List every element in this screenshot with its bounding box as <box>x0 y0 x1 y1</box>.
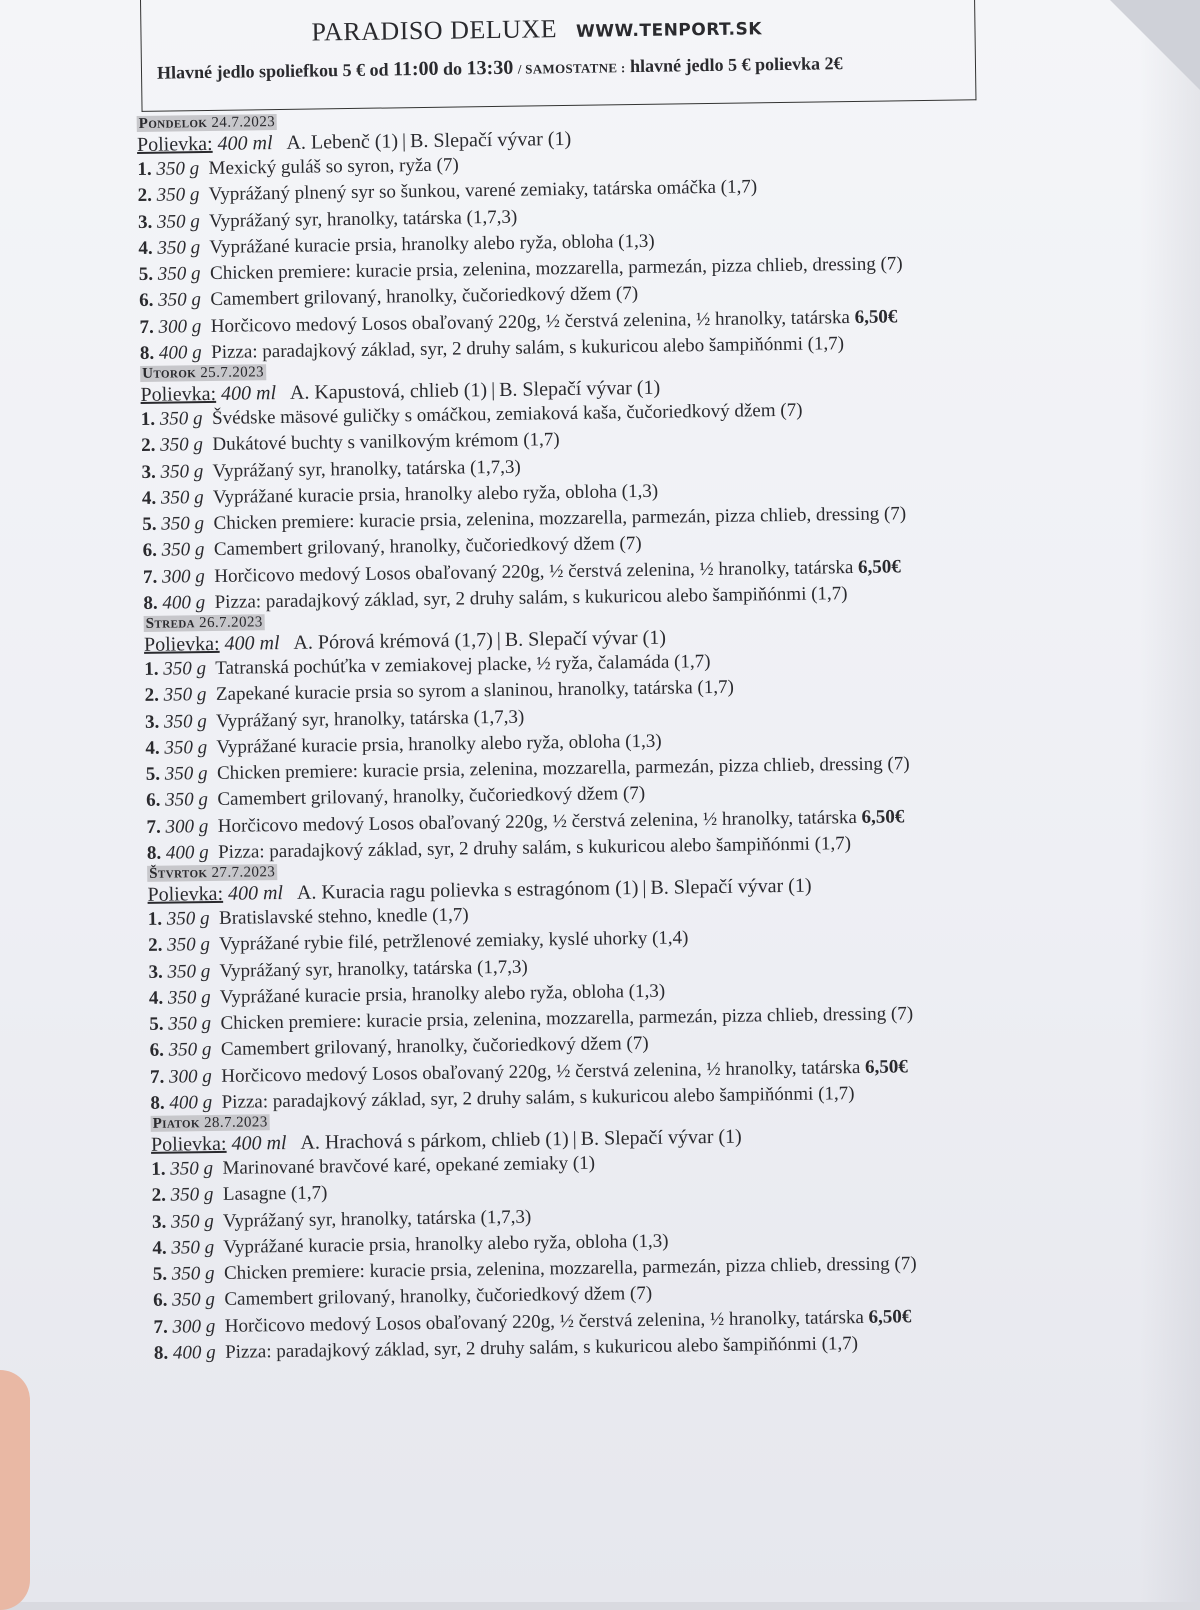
item-weight: 350 g <box>156 158 199 180</box>
item-number: 8. <box>143 593 158 614</box>
item-weight: 350 g <box>158 263 201 285</box>
item-number: 6. <box>139 290 154 311</box>
weekly-days <box>137 101 1154 1365</box>
item-description: Bratislavské stehno, knedle (1,7) <box>219 904 469 928</box>
item-weight: 350 g <box>161 487 204 509</box>
item-description: Vyprážaný syr, hranolky, tatárska (1,7,3) <box>209 206 518 231</box>
item-description: Vyprážané kuracie prsia, hranolky alebo ryža, obloha (1,3) <box>220 981 666 1008</box>
day-label <box>147 864 277 882</box>
item-weight: 300 g <box>165 816 208 838</box>
item-number: 7. <box>139 317 154 338</box>
soup-option-a: A. Lebenč (1) <box>286 130 398 154</box>
item-number: 2. <box>138 185 153 206</box>
item-description: Pizza: paradajkový základ, syr, 2 druhy salám, s kukuricou alebo šampiňónmi (1,7) <box>225 1333 858 1363</box>
item-number: 8. <box>140 343 155 364</box>
item-weight: 350 g <box>170 1158 213 1180</box>
item-weight: 350 g <box>167 961 210 983</box>
item-price: 6,50€ <box>854 306 897 328</box>
item-description: Chicken premiere: kuracie prsia, zelenina, mozzarella, parmezán, pizza chlieb, dressing (7) <box>224 1253 917 1284</box>
item-number: 5. <box>149 1014 164 1035</box>
item-number: 6. <box>150 1040 165 1061</box>
item-weight: 350 g <box>157 211 200 233</box>
item-description: Camembert grilovaný, hranolky, čučoriedkový džem (7) <box>217 783 645 810</box>
item-number: 4. <box>138 238 153 259</box>
item-description: Camembert grilovaný, hranolky, čučoriedkový džem (7) <box>224 1283 652 1310</box>
item-weight: 350 g <box>171 1237 214 1259</box>
item-description: Camembert grilovaný, hranolky, čučoriedkový džem (7) <box>221 1033 649 1060</box>
item-description: Pizza: paradajkový základ, syr, 2 druhy salám, s kukuricou alebo šampiňónmi (1,7) <box>222 1083 855 1113</box>
item-description: Vyprážané kuracie prsia, hranolky alebo ryža, obloha (1,3) <box>209 231 655 258</box>
item-weight: 400 g <box>166 842 209 864</box>
item-description: Chicken premiere: kuracie prsia, zelenina, mozzarella, parmezán, pizza chlieb, dressing (7) <box>213 503 906 534</box>
item-number: 1. <box>137 159 152 180</box>
item-weight: 350 g <box>172 1289 215 1311</box>
item-weight: 350 g <box>168 987 211 1009</box>
item-description: Chicken premiere: kuracie prsia, zelenina, mozzarella, parmezán, pizza chlieb, dressing (7) <box>210 253 903 284</box>
item-weight: 350 g <box>164 711 207 733</box>
item-description: Pizza: paradajkový základ, syr, 2 druhy salám, s kukuricou alebo šampiňónmi (1,7) <box>215 583 848 613</box>
item-price: 6,50€ <box>861 806 904 828</box>
item-weight: 350 g <box>157 184 200 206</box>
day-section <box>144 601 1147 865</box>
item-description: Horčicovo medový Losos obaľovaný 220g, ½ čerstvá zelenina, ½ hranolky, tatárska <box>211 307 850 337</box>
item-weight: 350 g <box>165 790 208 812</box>
separate-prices: hlavné jedlo 5 € polievka 2€ <box>630 53 843 76</box>
day-of-week: Štvrtok <box>149 865 207 882</box>
item-description: Lasagne (1,7) <box>223 1183 328 1205</box>
soup-option-b: B. Slepačí vývar (1) <box>581 1126 742 1150</box>
item-description: Švédske mäsové guličky s omáčkou, zemiaková kaša, čučoriedkový džem (7) <box>212 400 803 429</box>
item-weight: 350 g <box>162 540 205 562</box>
item-weight: 350 g <box>167 934 210 956</box>
item-number: 4. <box>142 488 157 509</box>
item-weight: 350 g <box>169 1040 212 1062</box>
soup-option-a: A. Pórová krémová (1,7) <box>293 629 493 654</box>
item-number: 7. <box>143 567 158 588</box>
item-number: 2. <box>141 435 156 456</box>
item-number: 2. <box>148 935 163 956</box>
day-date: 28.7.2023 <box>204 1114 268 1131</box>
item-number: 7. <box>146 817 161 838</box>
item-number: 5. <box>153 1264 168 1285</box>
item-number: 4. <box>149 988 164 1009</box>
item-weight: 350 g <box>167 908 210 930</box>
item-description: Pizza: paradajkový základ, syr, 2 druhy salám, s kukuricou alebo šampiňónmi (1,7) <box>218 833 851 863</box>
item-weight: 350 g <box>168 1013 211 1035</box>
soup-option-a: A. Kuracia ragu polievka s estragónom (1) <box>297 877 639 904</box>
item-number: 8. <box>154 1343 169 1364</box>
item-number: 3. <box>148 961 163 982</box>
soup-quantity: 400 ml <box>217 132 272 155</box>
item-description: Vyprážaný syr, hranolky, tatárska (1,7,3) <box>223 1206 532 1231</box>
item-description: Horčicovo medový Losos obaľovaný 220g, ½ čerstvá zelenina, ½ hranolky, tatárska <box>214 557 853 587</box>
soup-label: Polievka: <box>144 633 220 656</box>
item-description: Camembert grilovaný, hranolky, čučoriedkový džem (7) <box>210 283 638 310</box>
day-section <box>137 101 1140 365</box>
item-weight: 350 g <box>172 1263 215 1285</box>
item-description: Tatranská pochúťka v zemiakovej placke, ½ ryža, čalamáda (1,7) <box>215 651 711 679</box>
item-weight: 350 g <box>163 658 206 680</box>
soup-separator: | <box>572 1128 576 1150</box>
time-from: 11:00 <box>393 58 439 81</box>
item-description: Vyprážaný syr, hranolky, tatárska (1,7,3) <box>219 956 528 981</box>
item-weight: 400 g <box>169 1092 212 1114</box>
item-number: 3. <box>152 1211 167 1232</box>
item-number: 7. <box>150 1066 165 1087</box>
item-number: 1. <box>141 409 156 430</box>
day-of-week: Utorok <box>142 365 196 382</box>
item-description: Marinované bravčové karé, opekané zemiaky (1) <box>222 1153 595 1179</box>
item-weight: 350 g <box>160 461 203 483</box>
soup-option-a: A. Kapustová, chlieb (1) <box>290 379 487 404</box>
item-weight: 350 g <box>171 1211 214 1233</box>
soup-option-b: B. Slepačí vývar (1) <box>499 377 660 401</box>
hours-mid: do <box>443 58 462 78</box>
soup-label: Polievka: <box>140 383 216 406</box>
day-label <box>144 614 265 632</box>
item-description: Vyprážané kuracie prsia, hranolky alebo ryža, obloha (1,3) <box>213 481 659 508</box>
item-number: 3. <box>138 211 153 232</box>
item-number: 6. <box>143 540 158 561</box>
day-date: 25.7.2023 <box>200 364 264 381</box>
soup-label: Polievka: <box>151 1133 227 1156</box>
day-label <box>151 1114 270 1132</box>
restaurant-name: PARADISO DELUXE <box>311 14 557 46</box>
soup-separator: | <box>497 629 501 651</box>
day-of-week: Streda <box>146 615 195 632</box>
item-description: Vyprážané kuracie prsia, hranolky alebo ryža, obloha (1,3) <box>223 1231 669 1258</box>
item-weight: 350 g <box>171 1184 214 1206</box>
website-url: WWW.TENPORT.SK <box>576 19 762 42</box>
item-description: Camembert grilovaný, hranolky, čučoriedkový džem (7) <box>214 533 642 560</box>
item-description: Zapekané kuracie prsia so syrom a slaninou, hranolky, tatárska (1,7) <box>216 677 734 705</box>
item-number: 5. <box>146 764 161 785</box>
item-weight: 350 g <box>164 737 207 759</box>
item-number: 1. <box>144 659 159 680</box>
soup-quantity: 400 ml <box>221 382 276 405</box>
day-label <box>140 364 266 382</box>
item-description: Vyprážané kuracie prsia, hranolky alebo ryža, obloha (1,3) <box>216 731 662 758</box>
item-weight: 300 g <box>158 316 201 338</box>
soup-separator: | <box>402 130 406 152</box>
item-description: Chicken premiere: kuracie prsia, zelenina, mozzarella, parmezán, pizza chlieb, dressing (7) <box>217 753 910 784</box>
soup-quantity: 400 ml <box>228 882 283 905</box>
item-weight: 350 g <box>160 408 203 430</box>
soup-option-a: A. Hrachová s párkom, chlieb (1) <box>300 1128 569 1154</box>
soup-quantity: 400 ml <box>224 632 279 655</box>
item-description: Dukátové buchty s vanilkovým krémom (1,7) <box>212 429 559 455</box>
day-label <box>137 114 278 132</box>
soup-option-b: B. Slepačí vývar (1) <box>650 875 811 899</box>
item-number: 5. <box>139 264 154 285</box>
item-number: 8. <box>147 843 162 864</box>
day-date: 26.7.2023 <box>199 614 263 631</box>
soup-separator: | <box>491 379 495 401</box>
item-weight: 350 g <box>165 763 208 785</box>
item-number: 3. <box>145 711 160 732</box>
soup-option-b: B. Slepačí vývar (1) <box>410 128 571 152</box>
soup-separator: | <box>642 877 646 899</box>
item-description: Vyprážaný plnený syr so šunkou, varené zemiaky, tatárska omáčka (1,7) <box>209 177 758 206</box>
item-description: Vyprážané rybie filé, petržlenové zemiaky, kyslé uhorky (1,4) <box>219 928 689 956</box>
menu-header <box>140 0 976 112</box>
soup-option-b: B. Slepačí vývar (1) <box>505 627 666 651</box>
day-date: 27.7.2023 <box>211 864 275 881</box>
day-section <box>151 1101 1154 1365</box>
item-description: Chicken premiere: kuracie prsia, zelenina, mozzarella, parmezán, pizza chlieb, dressing (7) <box>220 1003 913 1034</box>
day-of-week: Piatok <box>153 1115 200 1132</box>
time-to: 13:30 <box>466 57 513 80</box>
lunch-hours-line <box>157 52 843 85</box>
item-weight: 300 g <box>162 566 205 588</box>
combo-price-text: Hlavné jedlo spoliefkou 5 € od <box>157 59 389 82</box>
item-price: 6,50€ <box>868 1306 911 1328</box>
header-title-line <box>311 11 762 47</box>
separate-label: / SAMOSTATNE : <box>518 60 626 77</box>
item-description: Mexický guláš so syron, ryža (7) <box>208 154 458 178</box>
item-description: Horčicovo medový Losos obaľovaný 220g, ½ čerstvá zelenina, ½ hranolky, tatárska <box>221 1057 860 1087</box>
item-description: Horčicovo medový Losos obaľovaný 220g, ½ čerstvá zelenina, ½ hranolky, tatárska <box>225 1307 864 1337</box>
item-description: Vyprážaný syr, hranolky, tatárska (1,7,3) <box>212 456 521 481</box>
item-weight: 300 g <box>169 1066 212 1088</box>
item-description: Pizza: paradajkový základ, syr, 2 druhy salám, s kukuricou alebo šampiňónmi (1,7) <box>211 333 844 363</box>
day-date: 24.7.2023 <box>211 114 275 131</box>
item-number: 2. <box>145 685 160 706</box>
item-number: 1. <box>151 1159 166 1180</box>
item-number: 6. <box>153 1290 168 1311</box>
item-weight: 350 g <box>161 513 204 535</box>
item-number: 4. <box>145 738 160 759</box>
item-number: 7. <box>153 1316 168 1337</box>
item-weight: 350 g <box>158 290 201 312</box>
item-number: 2. <box>152 1185 167 1206</box>
item-number: 3. <box>141 461 156 482</box>
item-number: 8. <box>150 1093 165 1114</box>
item-weight: 300 g <box>172 1316 215 1338</box>
folded-corner <box>1110 0 1200 90</box>
paper-edge-shadow <box>1140 0 1200 1602</box>
item-weight: 400 g <box>173 1342 216 1364</box>
soup-label: Polievka: <box>137 133 213 156</box>
item-number: 6. <box>146 790 161 811</box>
item-number: 1. <box>148 909 163 930</box>
item-weight: 350 g <box>160 434 203 456</box>
item-weight: 350 g <box>157 237 200 259</box>
day-of-week: Pondelok <box>139 115 208 132</box>
item-description: Vyprážaný syr, hranolky, tatárska (1,7,3) <box>216 706 525 731</box>
soup-quantity: 400 ml <box>231 1132 286 1155</box>
soup-label: Polievka: <box>147 883 223 906</box>
item-description: Horčicovo medový Losos obaľovaný 220g, ½ čerstvá zelenina, ½ hranolky, tatárska <box>218 807 857 837</box>
item-price: 6,50€ <box>865 1056 908 1078</box>
item-number: 4. <box>152 1238 167 1259</box>
item-weight: 400 g <box>162 592 205 614</box>
item-price: 6,50€ <box>858 556 901 578</box>
day-section <box>140 351 1143 615</box>
thumb <box>0 1370 30 1610</box>
item-weight: 350 g <box>164 684 207 706</box>
item-weight: 400 g <box>159 342 202 364</box>
item-number: 5. <box>142 514 157 535</box>
day-section <box>147 851 1150 1115</box>
